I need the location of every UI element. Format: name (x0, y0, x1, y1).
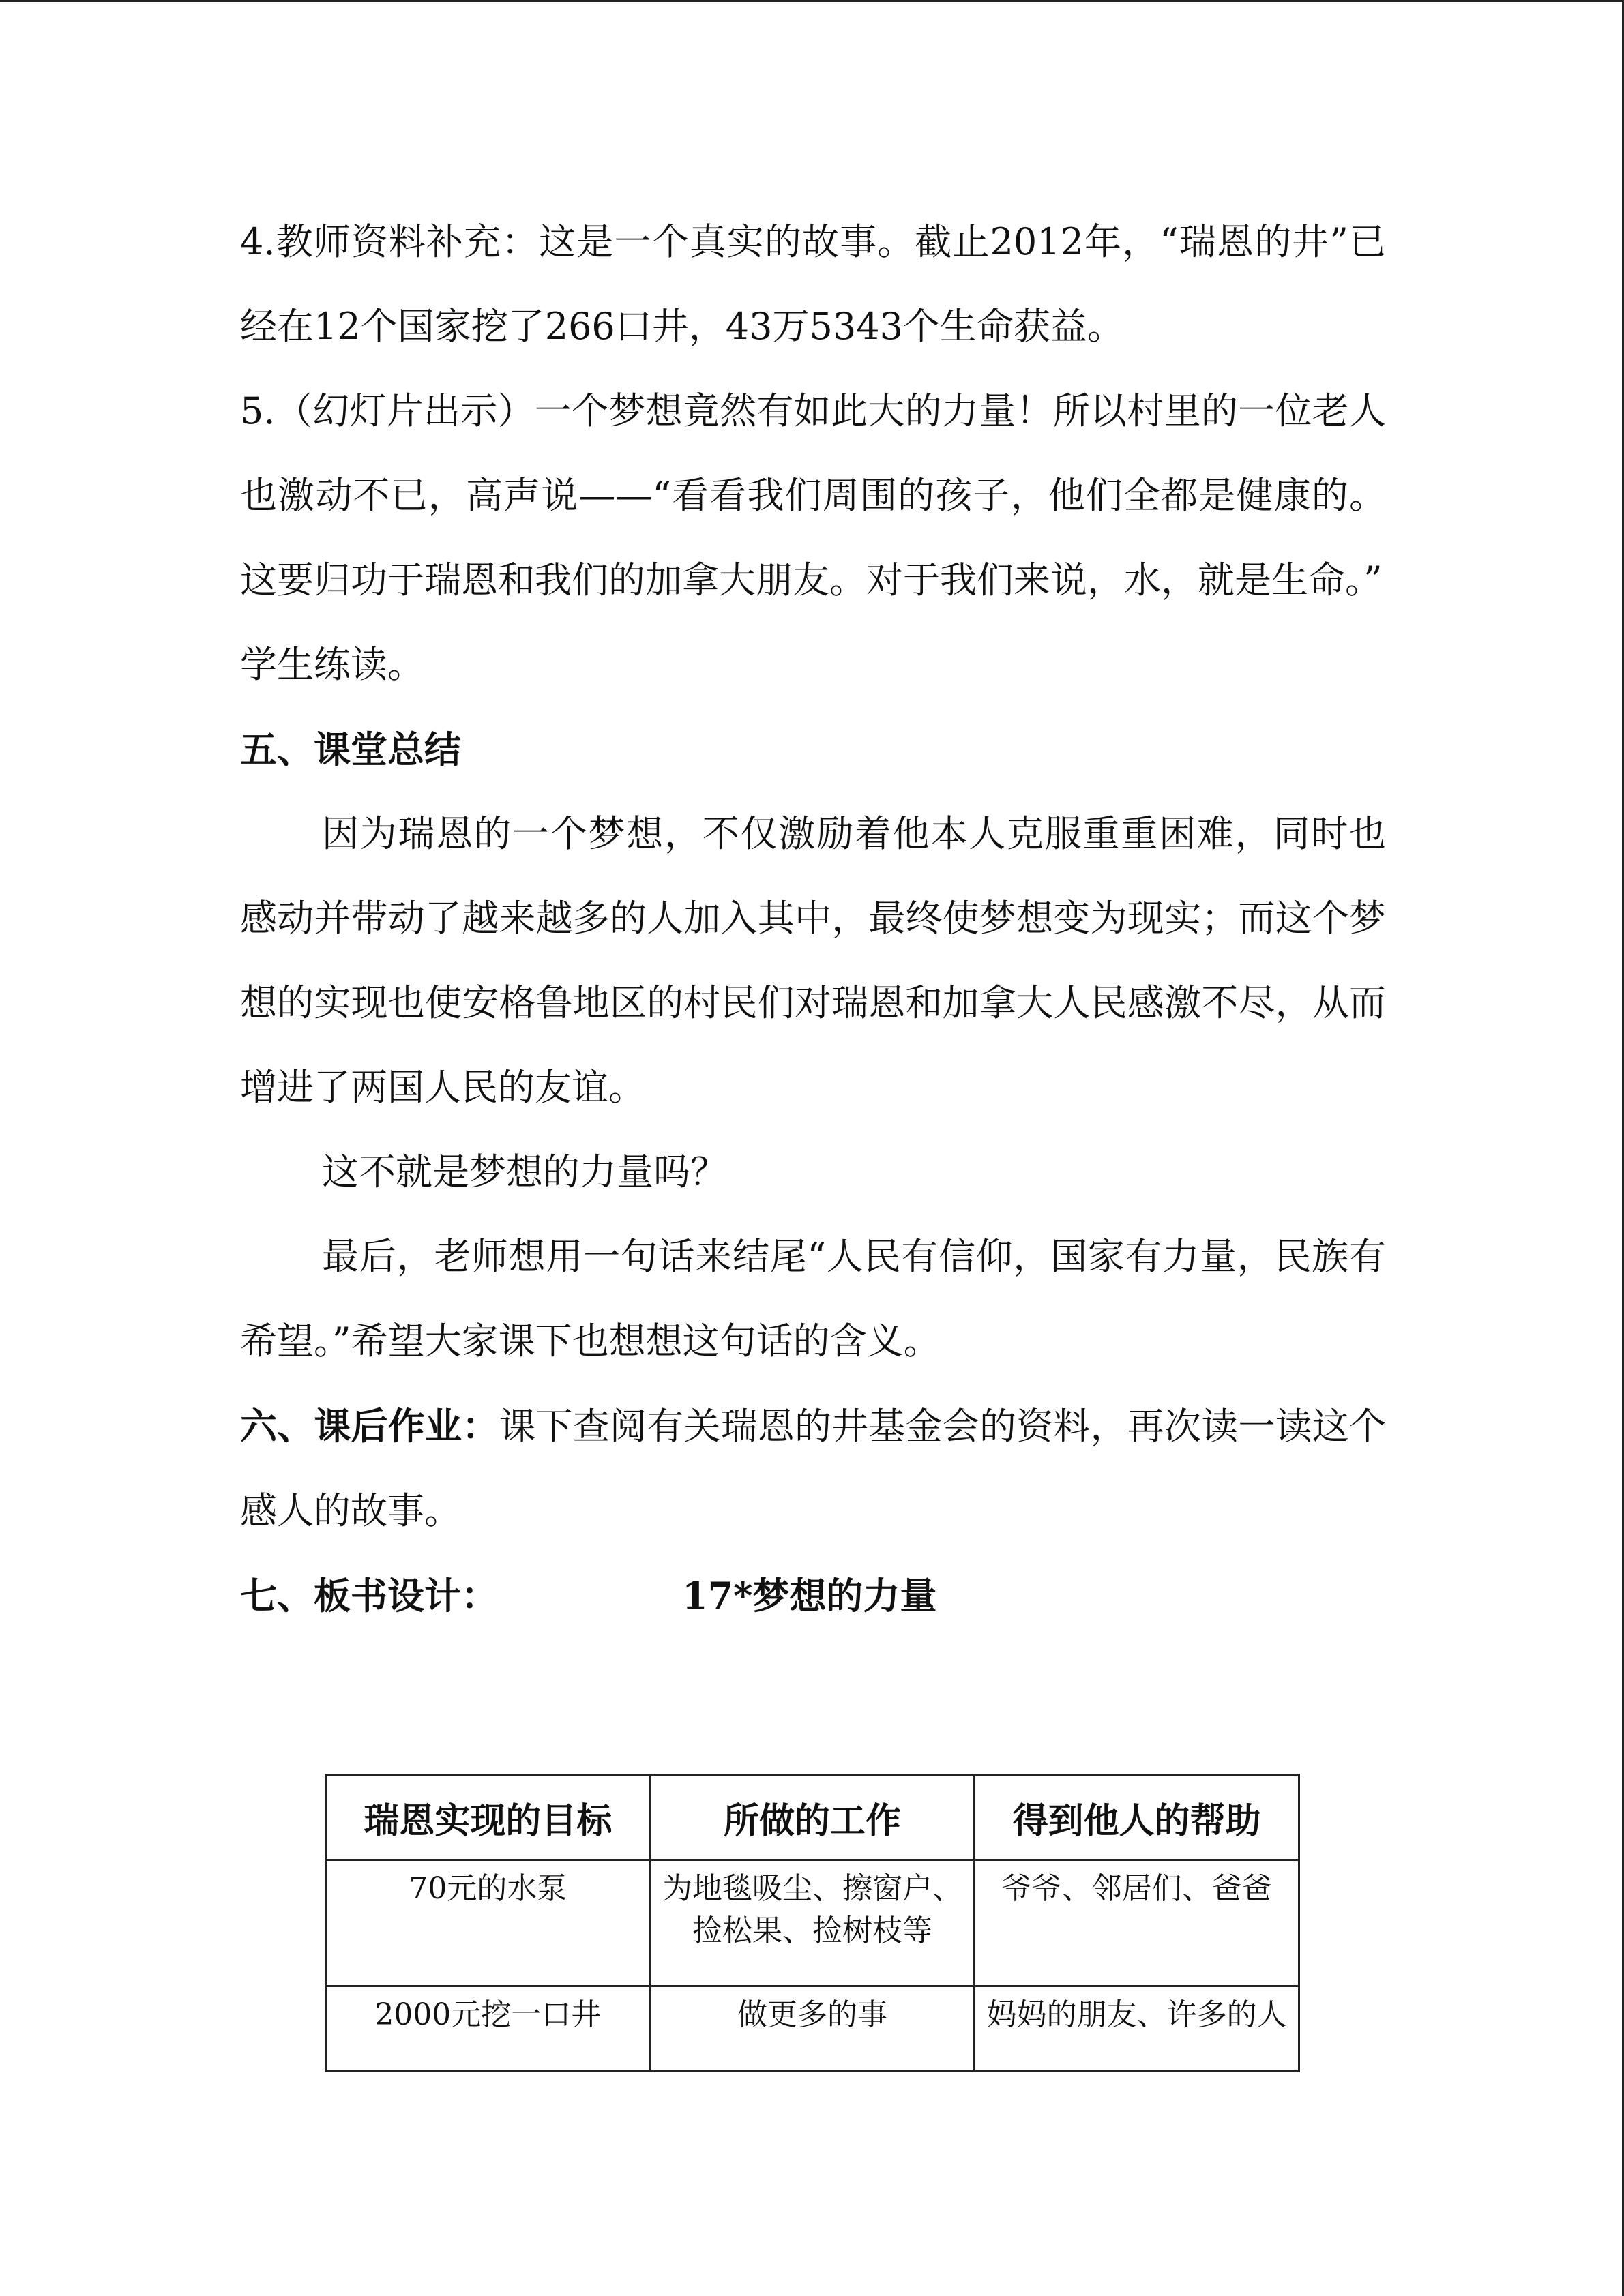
table-cell: 为地毯吸尘、擦窗户、捡松果、捡树枝等 (650, 1860, 975, 1986)
table-row (326, 1860, 1299, 1986)
document-body (240, 200, 1386, 1639)
table-header-cell: 得到他人的帮助 (975, 1775, 1299, 1860)
summary-paragraph-3: 最后，老师想用一句话来结尾“人民有信仰，国家有力量，民族有希望。”希望大家课下也想想这句话的含义。 (240, 1235, 1386, 1362)
paragraph-student-practice: 学生练读。 (240, 643, 424, 686)
paragraph-slide-quote: 5.（幻灯片出示）一个梦想竟然有如此大的力量！所以村里的一位老人也激动不已，高声说——“看看我们周围的孩子，他们全都是健康的。这要归功于瑞恩和我们的加拿大朋友。对于我们来说，水，就是生命。” (240, 389, 1386, 601)
table-cell: 爷爷、邻居们、爸爸 (975, 1860, 1299, 1986)
board-design-table (325, 1774, 1300, 2072)
homework-text: 课下查阅有关瑞恩的井基金会的资料，再次读一读这个感人的故事。 (240, 1405, 1387, 1532)
paragraph-teacher-supplement: 4.教师资料补充：这是一个真实的故事。截止2012年，“瑞恩的井”已经在12个国家挖了266口井，43万5343个生命获益。 (240, 220, 1386, 348)
table-cell: 做更多的事 (650, 1986, 975, 2072)
board-design-title: 17*梦想的力量 (682, 1574, 937, 1617)
table-cell: 妈妈的朋友、许多的人 (975, 1986, 1299, 2072)
table-row (326, 1986, 1299, 2072)
table-cell: 70元的水泵 (326, 1860, 651, 1986)
board-design-line (240, 1553, 1386, 1639)
section-heading-summary: 五、课堂总结 (240, 728, 461, 771)
table-header-cell: 瑞恩实现的目标 (326, 1775, 651, 1860)
table-header-row (326, 1775, 1299, 1860)
table-header-cell: 所做的工作 (650, 1775, 975, 1860)
homework-paragraph (240, 1384, 1386, 1553)
summary-paragraph-2: 这不就是梦想的力量吗？ (322, 1150, 727, 1193)
table-cell: 2000元挖一口井 (326, 1986, 651, 2072)
summary-paragraph-1: 因为瑞恩的一个梦想，不仅激励着他本人克服重重困难，同时也感动并带动了越来越多的人加入其中，最终使梦想变为现实；而这个梦想的实现也使安格鲁地区的村民们对瑞恩和加拿大人民感激不尽，从而增进了两国人民的友谊。 (240, 812, 1386, 1109)
section-heading-homework: 六、课后作业： (240, 1404, 499, 1448)
section-heading-board-design: 七、板书设计： (240, 1574, 498, 1617)
